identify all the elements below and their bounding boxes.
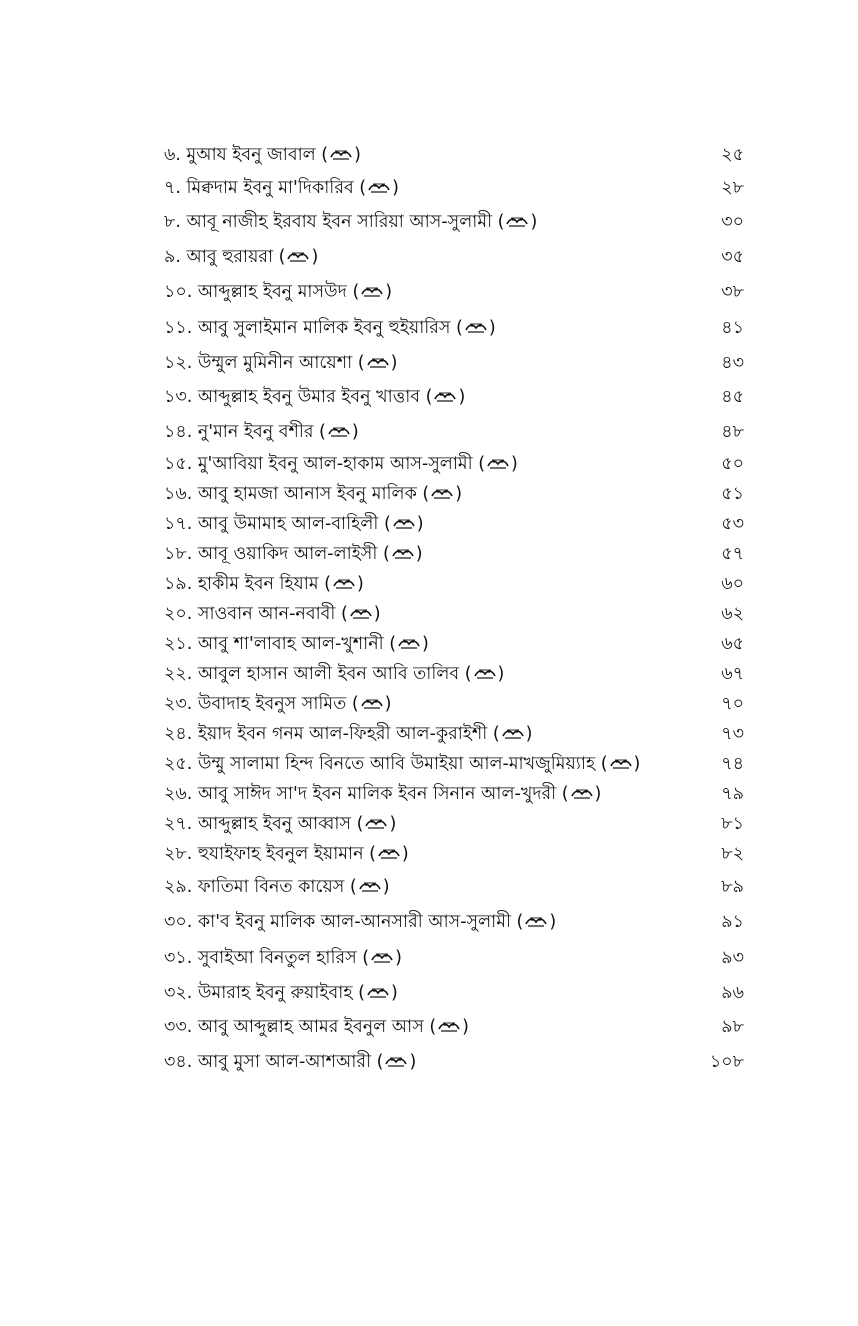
toc-entry-title-text: ১৬. আবু হামজা আনাস ইবনু মালিক bbox=[164, 484, 417, 504]
honorific-open-paren: ( bbox=[335, 604, 348, 624]
toc-entry[interactable] bbox=[164, 1045, 750, 1080]
toc-entry-title bbox=[164, 779, 601, 809]
toc-entry-title bbox=[164, 415, 359, 449]
toc-entry[interactable] bbox=[164, 346, 750, 380]
toc-entry-page-number: ৪১ bbox=[721, 318, 744, 338]
toc-entry-title-text: ৮. আবূ নাজীহ ইরবায ইবন সারিয়া আস-সুলামী bbox=[164, 212, 493, 232]
toc-entry-page-number: ৬০ bbox=[721, 574, 744, 594]
toc-entry-title-text: ২৯. ফাতিমা বিনত কায়েস bbox=[164, 877, 345, 897]
honorific-close-paren: ) bbox=[455, 484, 463, 504]
toc-entry-page-number: ৪৩ bbox=[721, 353, 744, 373]
toc-entry-title bbox=[164, 749, 640, 779]
toc-entry[interactable] bbox=[164, 310, 750, 346]
toc-entry-title-text: ১৪. নু'মান ইবনু বশীর bbox=[164, 422, 314, 442]
toc-entry-page-number: ৫৭ bbox=[721, 544, 744, 564]
radiyallahu-anhu-icon bbox=[524, 915, 548, 929]
toc-entry-title bbox=[164, 599, 381, 629]
toc-entry-title bbox=[164, 689, 391, 719]
honorific-close-paren: ) bbox=[382, 877, 390, 897]
radiyallahu-anhu-icon bbox=[366, 986, 390, 1000]
honorific-open-paren: ( bbox=[318, 574, 331, 594]
honorific-close-paren: ) bbox=[415, 544, 423, 564]
toc-entry-title-text: ৭. মিক্বদাম ইবনু মা'দিকারিব bbox=[164, 178, 354, 198]
honorific-close-paren: ) bbox=[351, 422, 359, 442]
toc-entry-page-number: ৬৫ bbox=[721, 634, 744, 654]
radiyallahu-anhu-icon bbox=[473, 667, 497, 681]
toc-entry[interactable] bbox=[164, 719, 750, 749]
toc-entry-page-number: ৭০ bbox=[721, 694, 744, 714]
toc-entry-page-number: ৮২ bbox=[721, 844, 744, 864]
toc-entry-title-text: ৩১. সুবাইআ বিনতুল হারিস bbox=[164, 948, 357, 968]
honorific-open-paren: ( bbox=[459, 664, 472, 684]
toc-entry-page-number: ৯৬ bbox=[721, 983, 744, 1003]
toc-entry-title-text: ২৩. উবাদাহ ইবনুস সামিত bbox=[164, 694, 347, 714]
toc-entry-title-text: ২৬. আবু সাঈদ সা'দ ইবন মালিক ইবন সিনান আল-খুদরী bbox=[164, 784, 557, 804]
toc-entry-page-number: ২৮ bbox=[721, 178, 744, 198]
toc-entry-title bbox=[164, 976, 398, 1010]
toc-entry-title bbox=[164, 839, 409, 870]
toc-entry[interactable] bbox=[164, 905, 750, 940]
toc-entry-page-number: ৪৫ bbox=[721, 387, 744, 407]
toc-entry[interactable] bbox=[164, 449, 750, 479]
radiyallahu-anhu-icon bbox=[360, 697, 384, 711]
toc-entry[interactable] bbox=[164, 629, 750, 659]
radiyallahu-anhu-icon bbox=[349, 607, 373, 621]
radiyallahu-anhu-icon bbox=[332, 577, 356, 591]
toc-entry-title-text: ১৫. মু'আবিয়া ইবনু আল-হাকাম আস-সুলামী bbox=[164, 454, 473, 474]
toc-entry[interactable] bbox=[164, 870, 750, 905]
toc-entry-title bbox=[164, 1010, 469, 1045]
toc-entry-title bbox=[164, 940, 402, 976]
honorific-open-paren: ( bbox=[383, 634, 397, 654]
toc-entry-title-text: ৬. মুআয ইবনু জাবাল bbox=[164, 145, 316, 165]
toc-entry[interactable] bbox=[164, 415, 750, 449]
toc-entry-page-number: ৯৮ bbox=[721, 1017, 744, 1037]
radiyallahu-anhu-icon bbox=[370, 951, 394, 965]
toc-entry[interactable] bbox=[164, 749, 750, 779]
toc-entry[interactable] bbox=[164, 599, 750, 629]
honorific-open-paren: ( bbox=[353, 178, 367, 198]
radiyallahu-anhu-icon bbox=[360, 285, 384, 299]
honorific-close-paren: ) bbox=[497, 664, 505, 684]
honorific-close-paren: ) bbox=[384, 694, 392, 714]
honorific-close-paren: ) bbox=[385, 282, 393, 302]
honorific-open-paren: ( bbox=[492, 212, 505, 232]
toc-entry-title-text: ২৮. হুযাইফাহ ইবনুল ইয়ামান bbox=[164, 844, 364, 864]
honorific-close-paren: ) bbox=[354, 145, 361, 165]
radiyallahu-anhu-icon bbox=[437, 1020, 461, 1034]
toc-entry-title bbox=[164, 310, 496, 346]
radiyallahu-anhu-icon bbox=[392, 517, 416, 531]
honorific-close-paren: ) bbox=[389, 814, 397, 834]
toc-entry[interactable] bbox=[164, 380, 750, 415]
toc-entry-title-text: ১৭. আবু উমামাহ আল-বাহিলী bbox=[164, 514, 379, 534]
honorific-open-paren: ( bbox=[472, 454, 486, 474]
radiyallahu-anhu-icon bbox=[570, 787, 594, 801]
honorific-open-paren: ( bbox=[420, 387, 433, 407]
toc-entry-title bbox=[164, 809, 396, 839]
radiyallahu-anhu-icon bbox=[384, 1055, 408, 1069]
toc-entry-title-text: ১১. আবু সুলাইমান মালিক ইবনু হুইয়ারিস bbox=[164, 318, 451, 338]
toc-entry[interactable] bbox=[164, 569, 750, 599]
honorific-open-paren: ( bbox=[487, 724, 500, 744]
toc-entry-title-text: ২৫. উম্মু সালামা হিন্দ বিনতে আবি উমাইয়া আল-মাখজুমিয়্যাহ bbox=[164, 754, 596, 774]
toc-entry-page-number: ৫০ bbox=[721, 454, 744, 474]
toc-entry-page-number: ৪৮ bbox=[721, 422, 744, 442]
toc-entry-title bbox=[164, 1045, 416, 1080]
radiyallahu-anhu-icon bbox=[327, 425, 351, 439]
honorific-close-paren: ) bbox=[549, 912, 557, 932]
toc-entry-title bbox=[164, 569, 364, 599]
radiyallahu-anhu-icon bbox=[377, 847, 401, 861]
toc-entry-title-text: ৩৩. আবু আব্দুল্লাহ আমর ইবনুল আস bbox=[164, 1017, 424, 1037]
toc-entry-page-number: ৯১ bbox=[721, 912, 744, 932]
toc-entry[interactable] bbox=[164, 509, 750, 539]
honorific-close-paren: ) bbox=[390, 983, 398, 1003]
radiyallahu-anhu-icon bbox=[397, 637, 421, 651]
radiyallahu-anhu-icon bbox=[433, 390, 457, 404]
toc-entry-page-number: ৫৩ bbox=[721, 514, 744, 534]
toc-entry-title bbox=[164, 905, 556, 940]
radiyallahu-anhu-icon bbox=[286, 250, 310, 264]
honorific-close-paren: ) bbox=[356, 574, 364, 594]
honorific-close-paren: ) bbox=[401, 844, 409, 864]
toc-entry-page-number: ৯৩ bbox=[721, 948, 744, 968]
honorific-open-paren: ( bbox=[378, 514, 391, 534]
toc-entry-title-text: ২৭. আব্দুল্লাহ ইবনু আব্বাস bbox=[164, 814, 352, 834]
honorific-close-paren: ) bbox=[530, 212, 538, 232]
honorific-open-paren: ( bbox=[352, 353, 365, 373]
honorific-close-paren: ) bbox=[422, 634, 429, 654]
toc-entry-title bbox=[164, 346, 397, 380]
toc-entry[interactable] bbox=[164, 809, 750, 839]
toc-entry-title bbox=[164, 870, 390, 905]
toc-entry-title bbox=[164, 240, 318, 275]
toc-entry-page-number: ৮১ bbox=[721, 814, 744, 834]
toc-entry-page-number: ১০৮ bbox=[709, 1052, 744, 1072]
honorific-open-paren: ( bbox=[346, 694, 359, 714]
toc-entry[interactable] bbox=[164, 839, 750, 870]
radiyallahu-anhu-icon bbox=[358, 880, 382, 894]
radiyallahu-anhu-icon bbox=[486, 457, 510, 471]
radiyallahu-anhu-icon bbox=[391, 547, 415, 561]
honorific-open-paren: ( bbox=[510, 912, 524, 932]
toc-entry-title-text: ৩৪. আবু মুসা আল-আশআরী bbox=[164, 1052, 372, 1072]
radiyallahu-anhu-icon bbox=[501, 727, 525, 741]
toc-entry-title bbox=[164, 659, 504, 689]
honorific-open-paren: ( bbox=[423, 1017, 437, 1037]
toc-entry-title-text: ২৪. ইয়াদ ইবন গনম আল-ফিহরী আল-কুরাইশী bbox=[164, 724, 488, 744]
honorific-open-paren: ( bbox=[315, 145, 329, 165]
toc-entry[interactable] bbox=[164, 240, 750, 275]
honorific-close-paren: ) bbox=[488, 318, 496, 338]
toc-entry[interactable] bbox=[164, 204, 750, 240]
toc-entry-page-number: ৭৩ bbox=[721, 724, 744, 744]
toc-entry-page-number: ৩০ bbox=[721, 212, 744, 232]
toc-entry-title bbox=[164, 629, 429, 659]
toc-entry[interactable] bbox=[164, 976, 750, 1010]
toc-entry-title-text: ৯. আবু হুরায়রা bbox=[164, 247, 274, 267]
honorific-open-paren: ( bbox=[351, 814, 364, 834]
radiyallahu-anhu-icon bbox=[366, 356, 390, 370]
radiyallahu-anhu-icon bbox=[505, 215, 529, 229]
toc-entry-title bbox=[164, 380, 465, 415]
honorific-close-paren: ) bbox=[462, 1017, 469, 1037]
honorific-close-paren: ) bbox=[373, 604, 381, 624]
honorific-open-paren: ( bbox=[377, 544, 390, 564]
honorific-open-paren: ( bbox=[346, 282, 360, 302]
honorific-open-paren: ( bbox=[416, 484, 430, 504]
toc-entry-title-text: ৩২. উমারাহ ইবনু রুয়াইবাহ bbox=[164, 983, 353, 1003]
toc-entry-page-number: ৬৭ bbox=[721, 664, 744, 684]
honorific-open-paren: ( bbox=[313, 422, 326, 442]
toc-entry-page-number: ২৫ bbox=[721, 145, 744, 165]
toc-entry[interactable] bbox=[164, 479, 750, 509]
honorific-close-paren: ) bbox=[390, 353, 398, 373]
toc-entry-title-text: ১৩. আব্দুল্লাহ ইবনু উমার ইবনু খাত্তাব bbox=[164, 387, 421, 407]
honorific-close-paren: ) bbox=[409, 1052, 417, 1072]
honorific-open-paren: ( bbox=[356, 948, 370, 968]
toc-entry-title-text: ১৯. হাকীম ইবন হিযাম bbox=[164, 574, 319, 594]
honorific-open-paren: ( bbox=[450, 318, 463, 338]
toc-entry-title-text: ৩০. কা'ব ইবনু মালিক আল-আনসারী আস-সুলামী bbox=[164, 912, 511, 932]
toc-entry-title bbox=[164, 204, 537, 240]
toc-entry-page-number: ৫১ bbox=[721, 484, 744, 504]
toc-entry[interactable] bbox=[164, 779, 750, 809]
honorific-open-paren: ( bbox=[352, 983, 365, 1003]
toc-entry-page-number: ৩৮ bbox=[721, 282, 744, 302]
toc-entry[interactable] bbox=[164, 940, 750, 976]
honorific-close-paren: ) bbox=[525, 724, 533, 744]
toc-entry-title-text: ২১. আবু শা'লাবাহ আল-খুশানী bbox=[164, 634, 384, 654]
honorific-close-paren: ) bbox=[511, 454, 518, 474]
toc-entry-title bbox=[164, 539, 423, 569]
honorific-open-paren: ( bbox=[273, 247, 286, 267]
toc-entry[interactable] bbox=[164, 275, 750, 310]
toc-entry[interactable] bbox=[164, 138, 750, 173]
toc-entry[interactable] bbox=[164, 173, 750, 204]
radiyallahu-anhu-icon bbox=[464, 321, 488, 335]
radiyallahu-anhu-icon bbox=[364, 817, 388, 831]
honorific-open-paren: ( bbox=[595, 754, 608, 774]
honorific-open-paren: ( bbox=[371, 1052, 384, 1072]
honorific-close-paren: ) bbox=[594, 784, 602, 804]
toc-entry-title-text: ১০. আব্দুল্লাহ ইবনু মাসউদ bbox=[164, 282, 347, 302]
toc-entry-page-number: ৮৯ bbox=[721, 877, 744, 897]
honorific-close-paren: ) bbox=[311, 247, 319, 267]
honorific-close-paren: ) bbox=[392, 178, 399, 198]
toc-entry-page-number: ৩৫ bbox=[721, 247, 744, 267]
radiyallahu-anhu-icon bbox=[430, 487, 454, 501]
radiyallahu-anhu-icon bbox=[329, 148, 353, 162]
table-of-contents bbox=[164, 138, 750, 1080]
honorific-close-paren: ) bbox=[458, 387, 466, 407]
toc-entry-title bbox=[164, 719, 533, 749]
honorific-close-paren: ) bbox=[395, 948, 402, 968]
toc-entry[interactable] bbox=[164, 659, 750, 689]
toc-entry-page-number: ৭৯ bbox=[721, 784, 744, 804]
toc-entry-title bbox=[164, 479, 462, 509]
toc-entry-page-number: ৬২ bbox=[721, 604, 744, 624]
toc-entry[interactable] bbox=[164, 539, 750, 569]
toc-entry-title bbox=[164, 509, 424, 539]
toc-entry-title bbox=[164, 138, 361, 173]
toc-entry[interactable] bbox=[164, 689, 750, 719]
toc-entry-title-text: ২২. আবুল হাসান আলী ইবন আবি তালিব bbox=[164, 664, 460, 684]
toc-entry-title bbox=[164, 173, 399, 204]
radiyallahu-anhu-icon bbox=[609, 757, 633, 771]
honorific-close-paren: ) bbox=[416, 514, 424, 534]
honorific-open-paren: ( bbox=[344, 877, 357, 897]
toc-entry-title-text: ২০. সাওবান আন-নবাবী bbox=[164, 604, 336, 624]
honorific-open-paren: ( bbox=[363, 844, 376, 864]
toc-entry-title-text: ১৮. আবূ ওয়াকিদ আল-লাইসী bbox=[164, 544, 378, 564]
radiyallahu-anhu-icon bbox=[367, 181, 391, 195]
toc-entry-page-number: ৭৪ bbox=[721, 754, 744, 774]
toc-entry-title bbox=[164, 275, 392, 310]
honorific-close-paren: ) bbox=[633, 754, 641, 774]
toc-entry-title-text: ১২. উম্মুল মুমিনীন আয়েশা bbox=[164, 353, 353, 373]
toc-entry[interactable] bbox=[164, 1010, 750, 1045]
honorific-open-paren: ( bbox=[556, 784, 569, 804]
toc-entry-title bbox=[164, 449, 518, 479]
